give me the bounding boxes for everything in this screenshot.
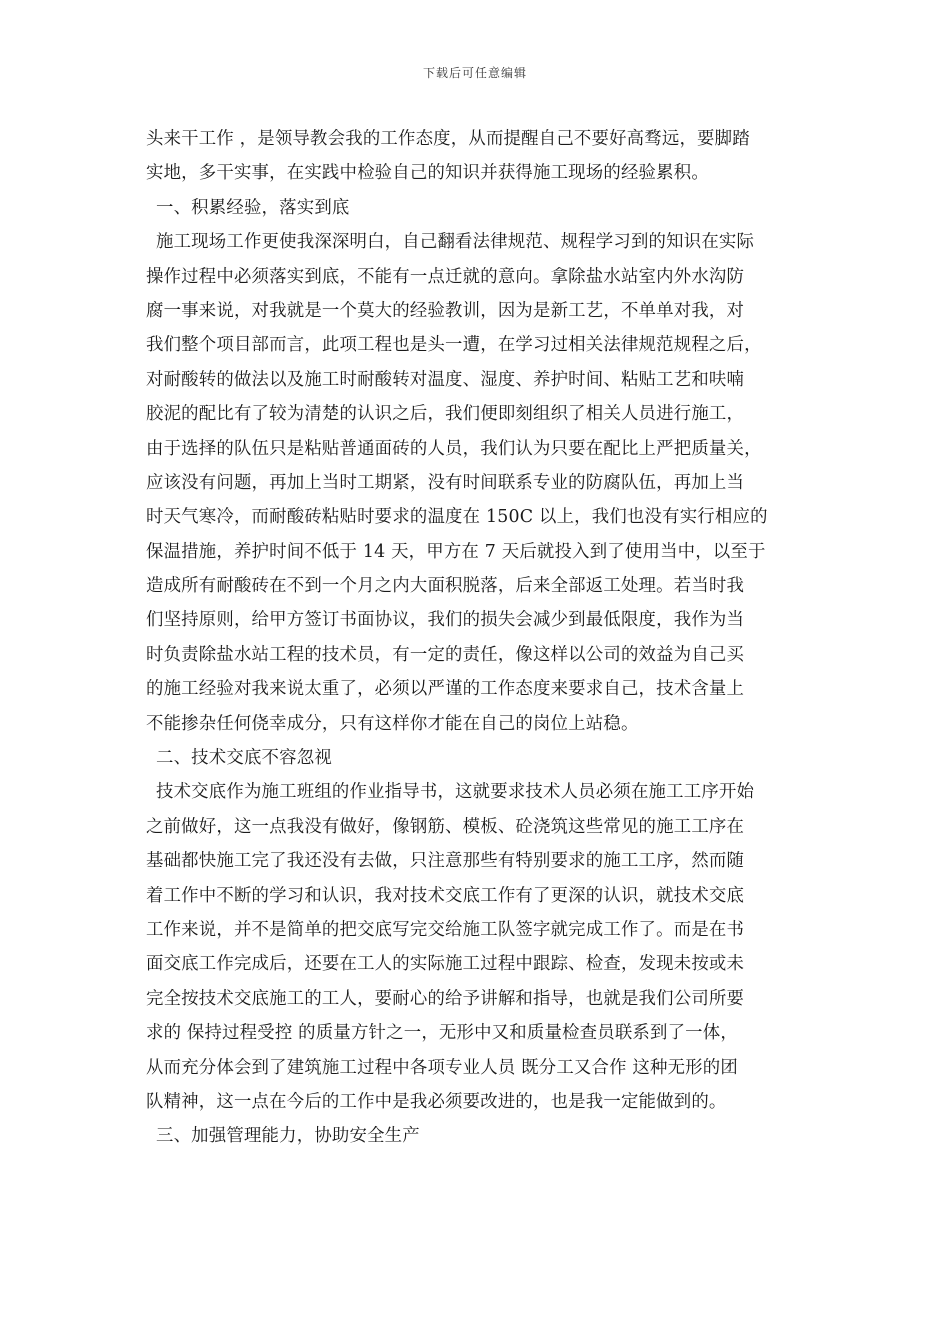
body-line: 的施工经验对我来说太重了，必须以严谨的工作态度来要求自己，技术含量上	[146, 679, 745, 700]
section-heading-1: 一、积累经验，落实到底	[156, 197, 350, 218]
paragraph-start: 技术交底作为施工班组的作业指导书，这就要求技术人员必须在施工工序开始	[156, 782, 755, 803]
body-line: 不能掺杂任何侥幸成分，只有这样你才能在自己的岗位上站稳。	[146, 713, 639, 734]
document-body	[146, 122, 816, 1154]
body-line: 队精神，这一点在今后的工作中是我必须要改进的，也是我一定能做到的。	[146, 1091, 727, 1112]
body-line: 头来干工作 ，是领导教会我的工作态度，从而提醒自己不要好高骛远，要脚踏	[146, 129, 750, 149]
body-line: 胶泥的配比有了较为清楚的认识之后，我们便即刻组织了相关人员进行施工，	[146, 404, 745, 425]
body-line: 操作过程中必须落实到底，不能有一点迁就的意向。拿除盐水站室内外水沟防	[146, 266, 745, 287]
body-line: 求的 保持过程受控 的质量方针之一，无形中又和质量检查员联系到了一体，	[146, 1023, 738, 1044]
body-line: 时天气寒冷，而耐酸砖粘贴时要求的温度在 150C 以上，我们也没有实行相应的	[146, 507, 768, 528]
body-line: 面交底工作完成后，还要在工人的实际施工过程中跟踪、检查，发现未按或未	[146, 954, 745, 975]
body-line: 我们整个项目部而言，此项工程也是头一遭，在学习过相关法律规范规程之后，	[146, 335, 762, 356]
body-line: 着工作中不断的学习和认识，我对技术交底工作有了更深的认识，就技术交底	[146, 885, 745, 906]
page-header: 下载后可任意编辑	[422, 66, 527, 80]
section-heading-2: 二、技术交底不容忽视	[156, 748, 332, 769]
body-line: 们坚持原则，给甲方签订书面协议，我们的损失会减少到最低限度，我作为当	[146, 610, 745, 631]
body-line: 从而充分体会到了建筑施工过程中各项专业人员 既分工又合作 这种无形的团	[146, 1057, 738, 1078]
body-line: 由于选择的队伍只是粘贴普通面砖的人员，我们认为只要在配比上严把质量关，	[146, 438, 762, 459]
body-line: 实地，多干实事，在实践中检验自己的知识并获得施工现场的经验累积。	[146, 163, 709, 184]
body-line: 完全按技术交底施工的工人，要耐心的给予讲解和指导，也就是我们公司所要	[146, 988, 745, 1009]
body-line: 对耐酸转的做法以及施工时耐酸转对温度、湿度、养护时间、粘贴工艺和呋喃	[146, 369, 745, 390]
body-line: 造成所有耐酸砖在不到一个月之内大面积脱落，后来全部返工处理。若当时我	[146, 576, 745, 597]
body-line: 腐一事来说，对我就是一个莫大的经验教训，因为是新工艺，不单单对我，对	[146, 300, 745, 321]
section-heading-3: 三、加强管理能力，协助安全生产	[156, 1126, 420, 1147]
body-line: 保温措施，养护时间不低于 14 天，甲方在 7 天后就投入到了使用当中，以至于	[146, 541, 766, 562]
body-line: 工作来说，并不是简单的把交底写完交给施工队签字就完成工作了。而是在书	[146, 919, 745, 940]
paragraph-start: 施工现场工作更使我深深明白，自己翻看法律规范、规程学习到的知识在实际	[156, 232, 755, 253]
body-line: 时负责除盐水站工程的技术员，有一定的责任，像这样以公司的效益为自己买	[146, 644, 745, 665]
body-line: 基础都快施工完了我还没有去做，只注意那些有特别要求的施工工序，然而随	[146, 851, 745, 872]
body-line: 之前做好，这一点我没有做好，像钢筋、模板、砼浇筑这些常见的施工工序在	[146, 816, 745, 837]
body-line: 应该没有问题，再加上当时工期紧，没有时间联系专业的防腐队伍，再加上当	[146, 472, 745, 493]
